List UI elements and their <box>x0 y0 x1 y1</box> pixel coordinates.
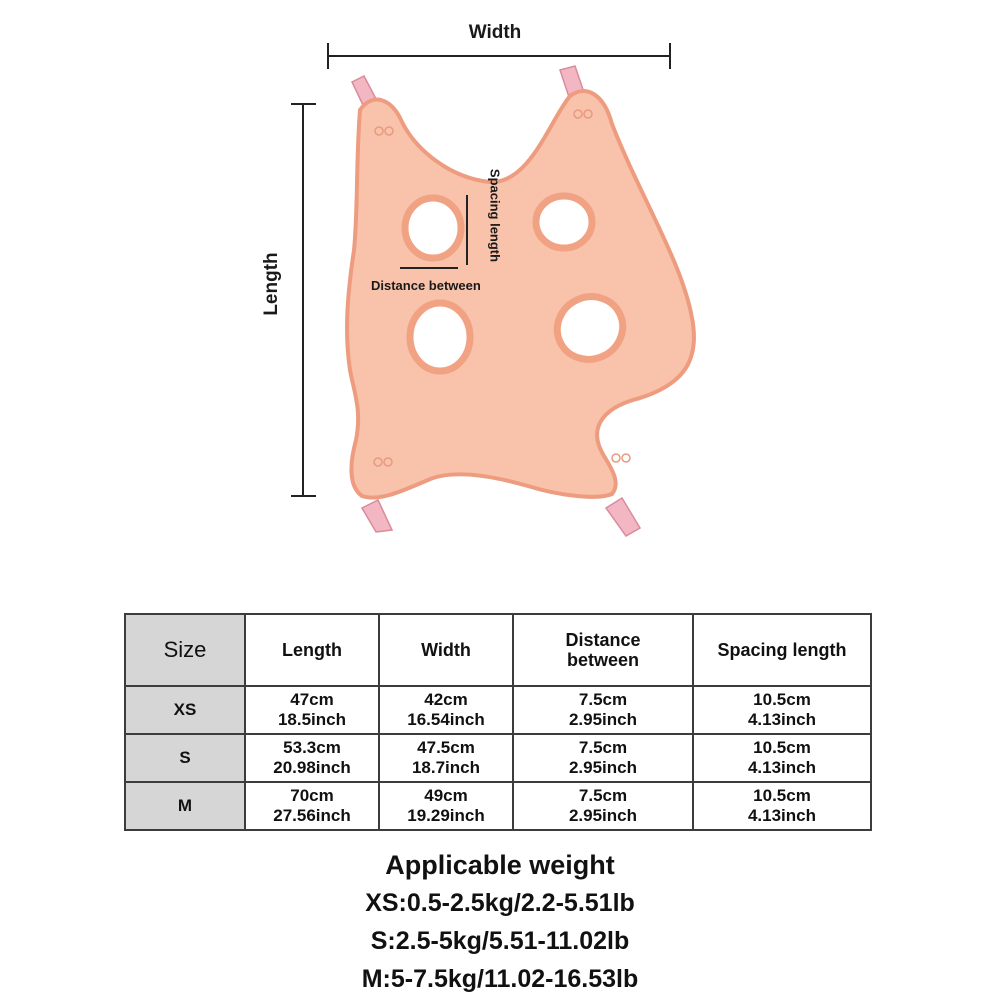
width-label: Width <box>468 22 522 43</box>
length-cm: 53.3cm <box>283 738 341 757</box>
width-inch: 19.29inch <box>407 806 485 825</box>
width-cell <box>379 782 513 830</box>
spacing-cell <box>693 782 871 830</box>
table-row <box>125 734 871 782</box>
distance-inch: 2.95inch <box>568 758 638 777</box>
length-inch: 27.56inch <box>273 806 351 825</box>
weight-line-m: M:5-7.5kg/11.02-16.53lb <box>361 965 639 993</box>
length-cell <box>245 686 379 734</box>
spacing-cm: 10.5cm <box>753 738 811 757</box>
spacing-cell <box>693 734 871 782</box>
width-dimension-line <box>328 43 670 69</box>
spacing-cell <box>693 686 871 734</box>
length-inch: 20.98inch <box>273 758 351 777</box>
length-cm: 47cm <box>290 690 334 709</box>
size-cell: M <box>125 782 245 830</box>
width-cm: 47.5cm <box>417 738 475 757</box>
size-chart-table <box>124 613 872 831</box>
distance-cm: 7.5cm <box>578 738 628 757</box>
distance-cell <box>513 686 693 734</box>
hammock-fabric <box>347 91 694 498</box>
spacing-length-label: Spacing length <box>487 168 503 263</box>
table-row <box>125 782 871 830</box>
applicable-weight-title: Applicable weight <box>385 850 615 880</box>
applicable-weight-section <box>0 846 1000 998</box>
distance-cell <box>513 734 693 782</box>
spacing-inch: 4.13inch <box>747 806 817 825</box>
header-length: Length <box>245 614 379 686</box>
width-inch: 18.7inch <box>411 758 481 777</box>
length-inch: 18.5inch <box>277 710 347 729</box>
width-cell <box>379 734 513 782</box>
length-cell <box>245 782 379 830</box>
header-distance-between <box>513 614 693 686</box>
width-cell <box>379 686 513 734</box>
distance-inch: 2.95inch <box>568 710 638 729</box>
spacing-inch: 4.13inch <box>747 758 817 777</box>
distance-between-label: Distance between <box>371 278 481 293</box>
weight-line-s: S:2.5-5kg/5.51-11.02lb <box>370 927 630 955</box>
spacing-cm: 10.5cm <box>753 690 811 709</box>
length-cm: 70cm <box>290 786 334 805</box>
distance-cm: 7.5cm <box>578 690 628 709</box>
table-header-row <box>125 614 871 686</box>
distance-cm: 7.5cm <box>578 786 628 805</box>
size-cell: S <box>125 734 245 782</box>
header-width: Width <box>379 614 513 686</box>
weight-line-xs: XS:0.5-2.5kg/2.2-5.51lb <box>365 889 635 917</box>
width-inch: 16.54inch <box>407 710 485 729</box>
size-cell: XS <box>125 686 245 734</box>
width-cm: 42cm <box>424 690 468 709</box>
header-distance-line2: between <box>566 650 640 670</box>
spacing-inch: 4.13inch <box>747 710 817 729</box>
header-size: Size <box>125 614 245 686</box>
width-cm: 49cm <box>424 786 468 805</box>
distance-inch: 2.95inch <box>568 806 638 825</box>
header-distance-line1: Distance <box>565 630 641 650</box>
table-row <box>125 686 871 734</box>
length-cell <box>245 734 379 782</box>
length-dimension-line <box>291 104 316 496</box>
spacing-cm: 10.5cm <box>753 786 811 805</box>
distance-cell <box>513 782 693 830</box>
length-label: Length <box>261 252 282 316</box>
header-spacing-length: Spacing length <box>693 614 871 686</box>
